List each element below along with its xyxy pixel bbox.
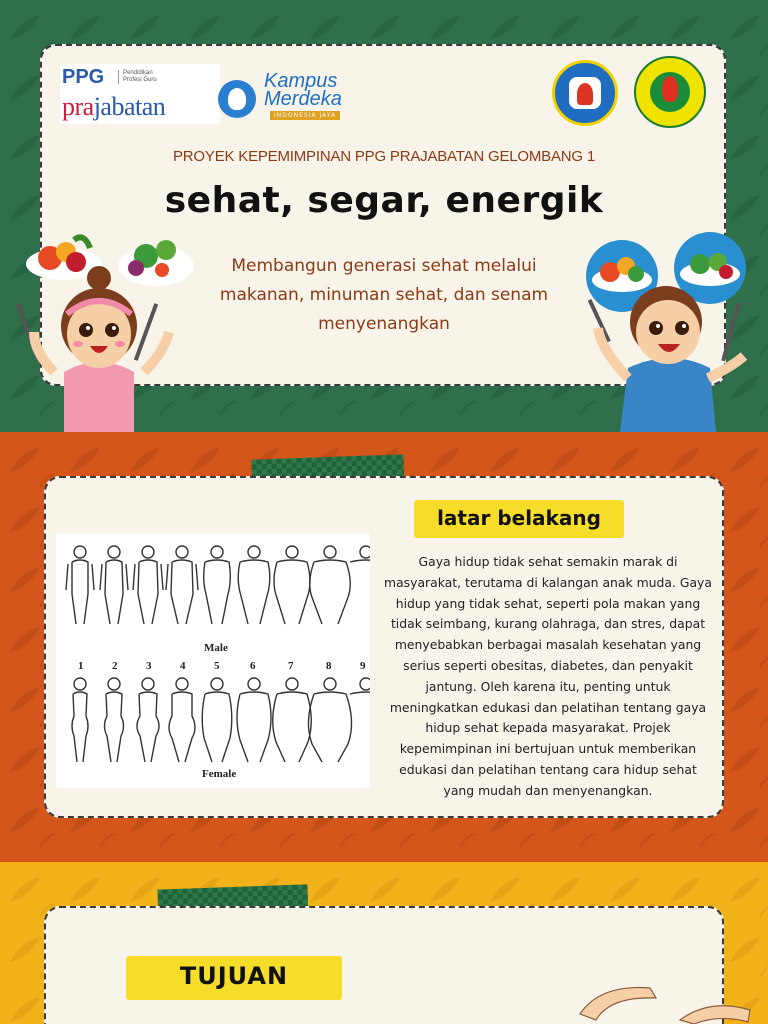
kampus-merdeka-logo [264, 72, 342, 108]
figure-number: 6 [250, 660, 256, 672]
boy-with-healthy-food-icon [580, 228, 760, 432]
ppg-logo-main [62, 92, 165, 122]
kampus-logo-sub: INDONESIA JAYA [270, 111, 340, 120]
ppg-logo-main-jabatan: jabatan [93, 92, 166, 121]
figure-number: 8 [326, 660, 332, 672]
page-title: sehat, segar, energik [164, 180, 604, 221]
hero-tagline: Membangun generasi sehat melalui makanan, minuman sehat, dan senam menyenangkan [219, 256, 549, 334]
body-silhouettes-image [56, 534, 370, 788]
kemdikbud-logo-icon [218, 80, 256, 118]
background-heading: latar belakang [437, 506, 601, 530]
figure-number: 3 [146, 660, 152, 672]
figure-number: 4 [180, 660, 186, 672]
ppg-logo-main-pra: pra [62, 92, 94, 121]
ppg-logo-top: PPG [62, 66, 105, 88]
exercise-arms-icon [560, 974, 760, 1024]
ppg-prajabatan-logo [60, 64, 220, 124]
figure-number: 9 [360, 660, 366, 672]
figure-number: 1 [78, 660, 84, 672]
figure-number: 5 [214, 660, 220, 672]
girl-with-healthy-food-icon [14, 222, 194, 432]
ppg-logo-side: Pendidikan Profesi Guru [118, 70, 158, 84]
tut-wuri-handayani-seal-icon [552, 60, 618, 126]
project-subtitle: PROYEK KEPEMIMPINAN PPG PRAJABATAN GELOMBANG 1 [172, 148, 595, 165]
male-row [66, 546, 370, 624]
female-label: Female [202, 768, 237, 780]
male-label: Male [204, 642, 228, 654]
background-body: Gaya hidup tidak sehat semakin marak di masyarakat, terutama di kalangan anak muda. Gaya hidup yang tidak sehat, seperti pola makan yang tidak seimbang, kurang olahraga, dan stres, dapat menyebabkan berbagai masalah kesehatan yang serius seperti obesitas, diabetes, dan penyakit jantung. Oleh karena itu, penting untuk meningkatkan edukasi dan pelatihan tentang gaya hidup sehat kepada masyarakat. Projek kepemimpinan ini bertujuan untuk memberikan edukasi dan pelatihan tentang cara hidup sehat yang mudah dan menyenangkan. [384, 554, 712, 798]
goals-heading: TUJUAN [179, 962, 289, 990]
figure-number: 7 [288, 660, 294, 672]
figure-number: 2 [112, 660, 118, 672]
kampus-logo-line2: Merdeka [264, 88, 342, 110]
female-row [72, 678, 370, 762]
university-seal-icon [634, 56, 706, 128]
body-shape-figure [56, 534, 370, 788]
kampus-logo-line1: Kampus [264, 70, 338, 92]
